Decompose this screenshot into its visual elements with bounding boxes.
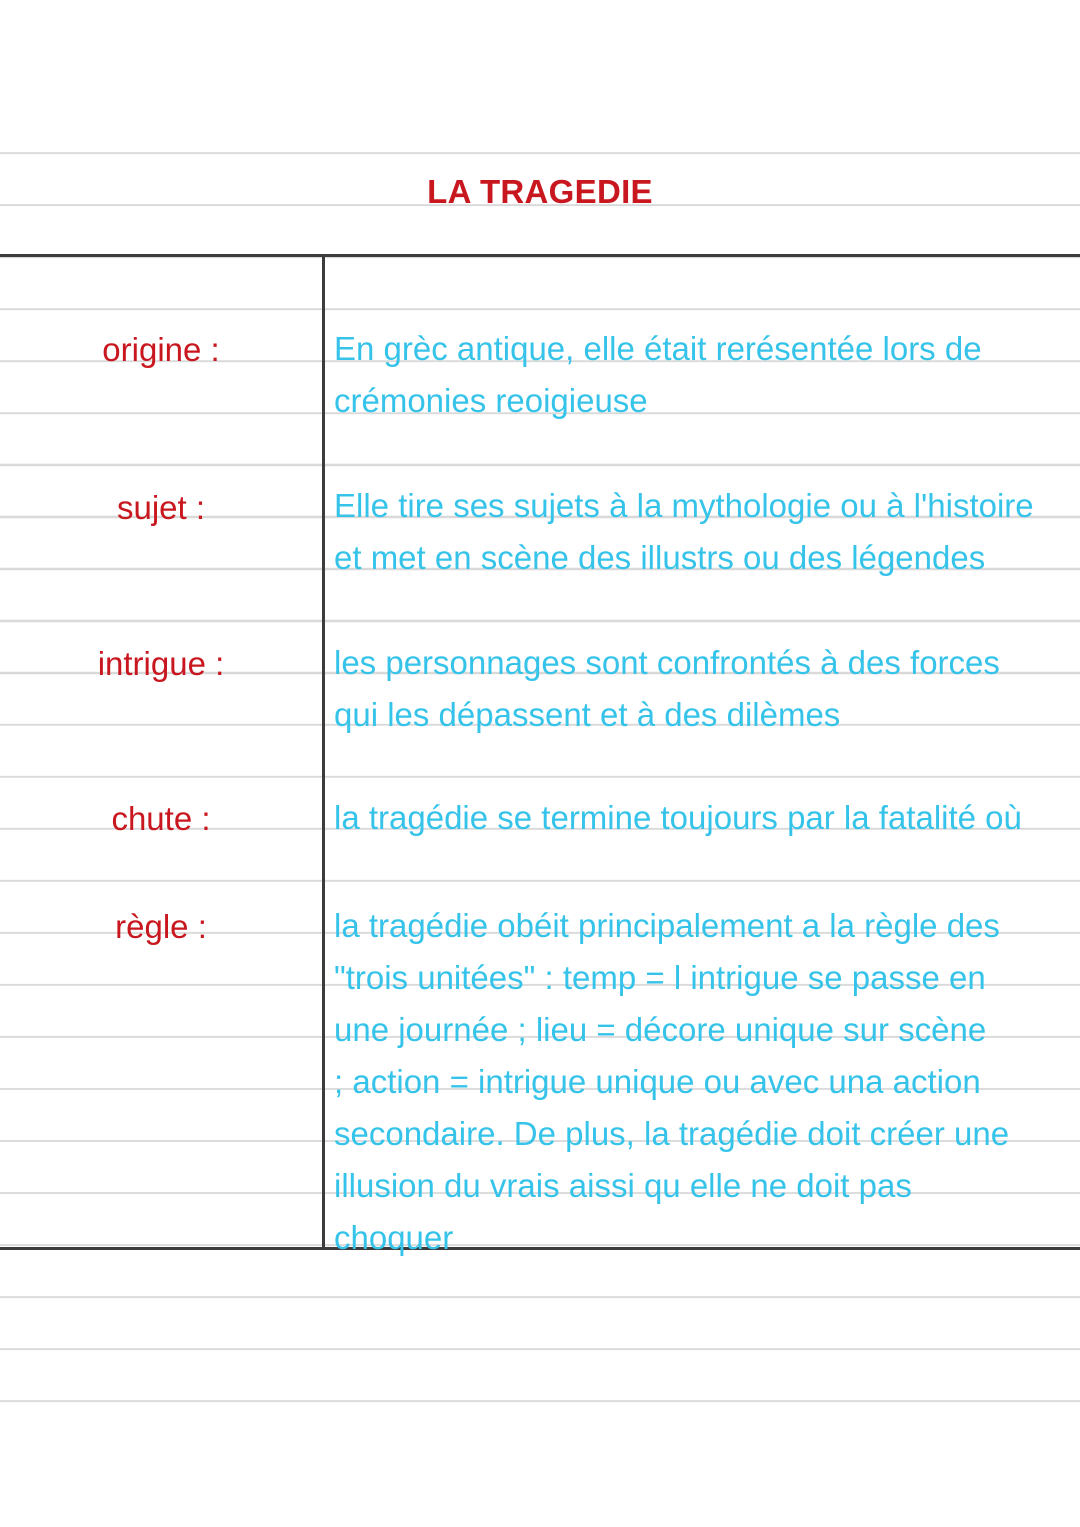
content-line: "trois unitées" : temp = l intrigue se passe en bbox=[334, 959, 986, 996]
content-line: la tragédie se termine toujours par la fatalité où bbox=[334, 799, 1022, 836]
row-content-regle bbox=[334, 900, 1074, 1264]
row-label-chute: chute : bbox=[111, 800, 211, 837]
content-line: choquer bbox=[334, 1219, 454, 1256]
row-content-intrigue bbox=[334, 637, 1074, 741]
page-title: LA TRAGEDIE bbox=[427, 173, 653, 210]
content-line: une journée ; lieu = décore unique sur scène bbox=[334, 1011, 987, 1048]
row-label-sujet: sujet : bbox=[116, 489, 206, 526]
content-line: Elle tire ses sujets à la mythologie ou à l'histoire bbox=[334, 487, 1034, 524]
table-column-divider bbox=[322, 257, 325, 1247]
content-line: En grèc antique, elle était rerésentée lors de bbox=[334, 330, 982, 367]
row-label-regle: règle : bbox=[115, 908, 207, 945]
row-content-chute bbox=[334, 792, 1074, 844]
content-line: ; action = intrigue unique ou avec una action bbox=[334, 1063, 981, 1100]
content-line: qui les dépassent et à des dilèmes bbox=[334, 696, 841, 733]
content-line: les personnages sont confrontés à des forces bbox=[334, 644, 1000, 681]
row-label-origine: origine : bbox=[102, 331, 220, 368]
table-top-rule bbox=[0, 254, 1080, 257]
content-line: la tragédie obéit principalement a la règle des bbox=[334, 907, 1000, 944]
content-line: secondaire. De plus, la tragédie doit créer une bbox=[334, 1115, 1010, 1152]
page-bottom-margin bbox=[0, 1430, 1080, 1527]
content-line: crémonies reoigieuse bbox=[334, 382, 648, 419]
content-line: illusion du vrais aissi qu elle ne doit pas bbox=[334, 1167, 912, 1204]
page-top-margin bbox=[0, 0, 1080, 152]
row-content-sujet bbox=[334, 480, 1074, 584]
row-content-origine bbox=[334, 323, 1074, 427]
content-line: et met en scène des illustrs ou des légendes bbox=[334, 539, 986, 576]
row-label-intrigue: intrigue : bbox=[97, 645, 225, 682]
